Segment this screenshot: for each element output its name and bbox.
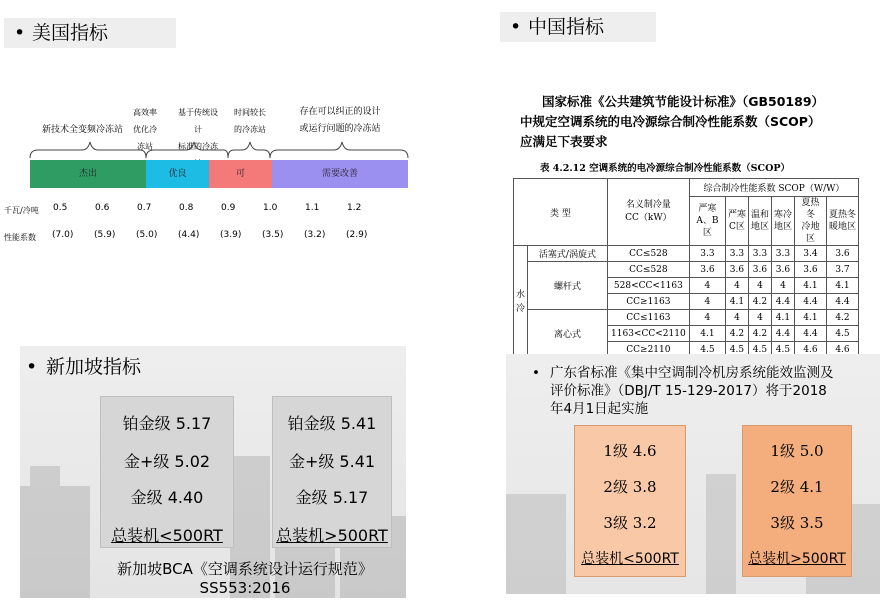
cell-value: 3.4 [794, 246, 826, 262]
kw-value: 0.5 [53, 203, 68, 213]
sg-source-line1: 新加坡BCA《空调系统设计运行规范》 [117, 560, 373, 578]
table-row [514, 246, 859, 262]
cell-value: 4 [689, 278, 725, 294]
cell-cc: CC≤1163 [607, 310, 689, 326]
sg-grade-line: 金+级 5.41 [288, 452, 376, 471]
cell-cc: CC≤528 [607, 246, 689, 262]
cell-value: 4.4 [794, 326, 826, 342]
header-zone: 温和 地区 [748, 197, 771, 246]
cn-desc-line3: 应满足下表要求 [520, 134, 608, 149]
cell-value: 3.3 [748, 246, 771, 262]
cell-value: 4.1 [794, 278, 826, 294]
sg-grade-line: 铂金级 5.17 [122, 414, 212, 433]
cop-value: (3.2) [304, 230, 326, 240]
cell-type: 活塞式/涡旋式 [528, 246, 608, 262]
cell-value: 4.2 [748, 326, 771, 342]
header-scop: 综合制冷性能系数 SCOP（W/W） [689, 179, 858, 197]
gd-grade-line: 3级 3.5 [770, 514, 824, 532]
header-zone: 夏热冬 冷地区 [794, 197, 826, 246]
cell-value: 4 [748, 278, 771, 294]
cn-description [520, 92, 824, 152]
cop-value: (2.9) [346, 230, 368, 240]
sg-grade-line: 金+级 5.02 [123, 452, 211, 471]
cell-value: 4 [748, 310, 771, 326]
gd-capacity-footer: 总装机<500RT [581, 551, 679, 567]
cn-table-title: 表 4.2.12 空调系统的电冷源综合制冷性能系数（SCOP） [540, 163, 791, 174]
header-capacity: 名义制冷量 CC（kW） [607, 179, 689, 246]
us-annotation-3: 时间较长 的冷冻站 [234, 108, 266, 134]
kw-value: 0.7 [137, 203, 152, 213]
us-annotation-2: 基于传统设计 标准的冷冻 [178, 108, 218, 151]
header-zone: 夏热冬 暖地区 [826, 197, 858, 246]
cell-value: 3.3 [689, 246, 725, 262]
segment-needs-improvement: 需要改善 [272, 160, 408, 188]
cell-value: 4 [725, 278, 748, 294]
cell-cc: CC≥2110 [607, 342, 689, 358]
header-zone: 严寒 A、B区 [689, 197, 725, 246]
cell-value: 3.6 [794, 262, 826, 278]
cell-value: 3.6 [748, 262, 771, 278]
gd-grade-line: 3级 3.2 [603, 514, 657, 532]
cell-value: 4.5 [748, 342, 771, 358]
cell-value: 4.1 [689, 326, 725, 342]
cell-value: 3.3 [725, 246, 748, 262]
cell-value: 3.6 [689, 262, 725, 278]
cell-value: 3.6 [826, 246, 858, 262]
sg-heading-text: 新加坡指标 [46, 356, 142, 378]
gd-box-over-500rt [742, 425, 852, 577]
cell-value: 4.4 [794, 294, 826, 310]
cop-value: (4.4) [178, 230, 200, 240]
cn-heading [500, 12, 656, 42]
cell-value: 4.1 [771, 310, 794, 326]
gd-grade-line: 2级 3.8 [603, 478, 657, 496]
cn-desc-line2: 中规定空调系统的电冷源综合制冷性能系数（SCOP） [520, 114, 821, 129]
gd-capacity-footer: 总装机>500RT [748, 551, 846, 567]
cell-value: 4.5 [689, 342, 725, 358]
bullet-icon: • [14, 22, 26, 44]
sg-grade-line: 金级 5.17 [295, 488, 369, 507]
us-heading [4, 18, 176, 48]
cell-value: 4.4 [771, 294, 794, 310]
header-zone: 严寒 C区 [725, 197, 748, 246]
cop-value: (5.9) [94, 230, 116, 240]
cell-value: 4.2 [826, 310, 858, 326]
us-brackets [28, 138, 410, 162]
sg-source [80, 560, 410, 598]
us-rating-bar [30, 160, 408, 188]
sg-source-line2: SS553:2016 [199, 579, 291, 597]
table-row [514, 310, 859, 326]
gd-desc-line1: 广东省标准《集中空调制冷机房系统能效监测及 [550, 365, 834, 381]
kw-value: 0.6 [95, 203, 110, 213]
cell-cc: CC≤528 [607, 262, 689, 278]
cell-cc: 528<CC<1163 [607, 278, 689, 294]
header-zone: 寒冷 地区 [771, 197, 794, 246]
cell-value: 4 [725, 310, 748, 326]
us-heading-text: 美国指标 [32, 22, 109, 44]
cell-value: 4.4 [826, 294, 858, 310]
cell-value: 3.7 [826, 262, 858, 278]
bullet-icon: • [26, 356, 38, 378]
table-row [514, 262, 859, 278]
cell-value: 4.2 [748, 294, 771, 310]
us-annotation-4: 存在可以纠正的设计 或运行问题的冷冻站 [299, 107, 381, 134]
cell-value: 4.5 [725, 342, 748, 358]
cop-value: (7.0) [52, 230, 74, 240]
gd-grade-line: 1级 5.0 [770, 442, 824, 460]
gd-desc-line2: 评价标准》（DBJ/T 15-129-2017）将于2018 [550, 383, 827, 399]
kw-value: 1.1 [305, 203, 320, 213]
cell-type: 螺杆式 [528, 262, 608, 310]
cell-value: 4.5 [771, 342, 794, 358]
sg-box-over-500rt [272, 396, 392, 548]
cell-value: 3.3 [771, 246, 794, 262]
sg-heading [20, 352, 141, 379]
cell-value: 3.6 [771, 262, 794, 278]
side-label: 水 冷 [514, 246, 528, 358]
sg-capacity-footer: 总装机<500RT [111, 526, 223, 545]
segment-outstanding: 杰出 [30, 160, 146, 188]
cell-value: 4 [689, 294, 725, 310]
cell-type: 离心式 [528, 310, 608, 358]
kw-value: 0.8 [179, 203, 194, 213]
cell-value: 4 [689, 310, 725, 326]
bullet-icon: • [510, 16, 522, 38]
us-left-label: 新技术全变频冷冻站 [42, 125, 124, 135]
segment-fair: 可 [209, 160, 272, 188]
kw-value: 0.9 [221, 203, 236, 213]
cell-value: 4.1 [826, 278, 858, 294]
cell-value: 4.1 [725, 294, 748, 310]
us-row2-label: 性能系数 [4, 233, 36, 242]
gd-description [532, 364, 834, 418]
cn-desc-line1: 国家标准《公共建筑节能设计标准》（GB50189） [542, 94, 825, 109]
cell-value: 4.4 [771, 326, 794, 342]
sg-grade-line: 铂金级 5.41 [287, 414, 377, 433]
cell-cc: CC≥1163 [607, 294, 689, 310]
cop-value: (3.9) [220, 230, 242, 240]
header-type: 类 型 [514, 179, 608, 246]
kw-value: 1.0 [263, 203, 278, 213]
gd-box-under-500rt [574, 425, 686, 577]
segment-good: 优良 [146, 160, 209, 188]
us-annotation-1: 高效率 优化冷冻站 [133, 108, 157, 151]
cop-value: (3.5) [262, 230, 284, 240]
sg-grade-line: 金级 4.40 [130, 488, 204, 507]
cell-cc: 1163<CC<2110 [607, 326, 689, 342]
cell-value: 3.6 [725, 262, 748, 278]
scop-table [513, 178, 859, 358]
bullet-icon: • [532, 365, 540, 381]
cell-value: 4.6 [794, 342, 826, 358]
cell-value: 4.1 [794, 310, 826, 326]
cn-heading-text: 中国指标 [528, 16, 605, 38]
cell-value: 4.5 [826, 326, 858, 342]
gd-desc-line3: 年4月1日起实施 [550, 401, 649, 417]
gd-grade-line: 2级 4.1 [770, 478, 824, 496]
cop-value: (5.0) [136, 230, 158, 240]
cell-value: 4 [771, 278, 794, 294]
cell-value: 4.2 [725, 326, 748, 342]
sg-capacity-footer: 总装机>500RT [276, 526, 388, 545]
us-row1-label: 千瓦/冷吨 [4, 206, 39, 215]
gd-grade-line: 1级 4.6 [603, 442, 657, 460]
cell-value: 4.6 [826, 342, 858, 358]
sg-box-under-500rt [100, 396, 234, 548]
kw-value: 1.2 [347, 203, 362, 213]
